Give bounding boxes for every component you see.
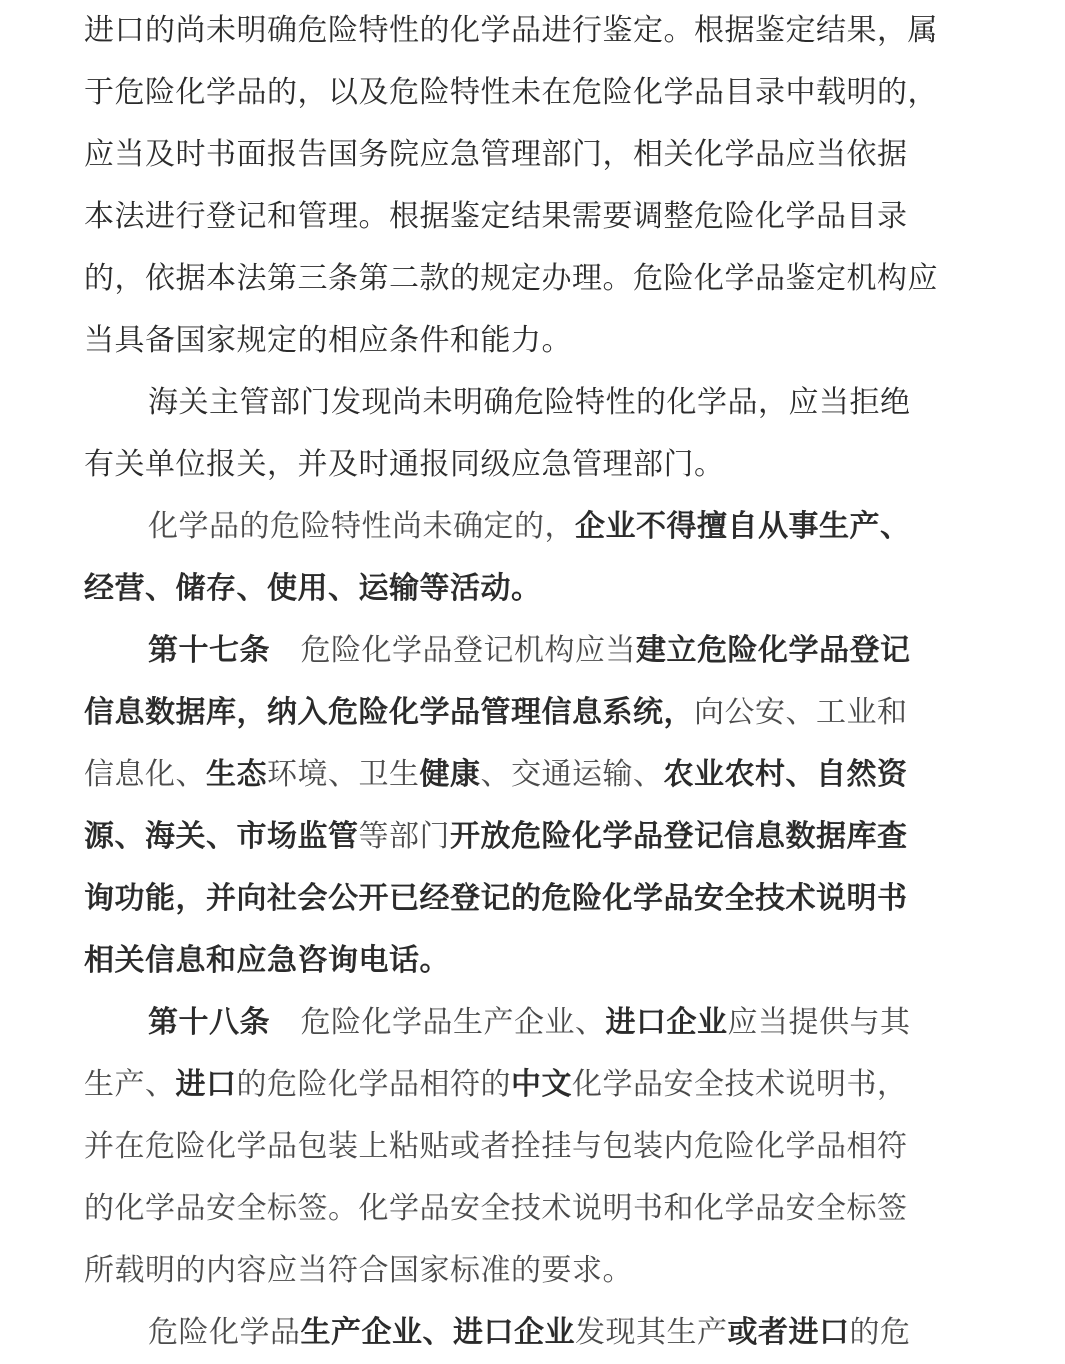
text-line-21 [84,1240,633,1302]
text-line-17 [148,992,911,1054]
text-line-10 [84,558,542,620]
text-segment: 危险化学品 [148,1315,301,1350]
text-segment-emphasis: 生产企业、进口企业 [300,1315,575,1350]
text-line-12 [84,682,908,744]
text-segment: 化学品安全技术说明书， [572,1067,908,1102]
text-segment: 的化学品安全标签。化学品安全技术说明书和化学品安全标签 [84,1191,908,1226]
text-segment: 发现其生产 [575,1315,728,1350]
text-segment-emphasis: 询功能，并向社会公开已经登记的危险化学品安全技术说明书 [84,881,908,916]
text-segment: 的危险化学品相符的 [236,1067,511,1102]
text-line-11 [148,620,911,682]
text-segment: 的危 [849,1315,911,1350]
text-segment-emphasis: 或者进口 [727,1315,850,1350]
text-segment: 化学品的危险特性尚未确定的， [148,509,575,544]
text-segment: 、交通运输、 [480,757,664,792]
text-segment: 应当及时书面报告国务院应急管理部门，相关化学品应当依据 [84,137,908,172]
text-line-18 [84,1054,908,1116]
text-segment-emphasis: 建立危险化学品登记 [636,633,911,668]
text-line-15 [84,868,908,930]
text-segment: 当具备国家规定的相应条件和能力。 [84,323,572,358]
text-segment-emphasis: 进口 [175,1067,237,1102]
text-segment: 信息化、 [84,757,206,792]
text-segment: 向公安、工业和 [694,695,908,730]
article-number: 第十七条 [148,633,270,668]
text-line-8 [84,434,725,496]
text-segment: 本法进行登记和管理。根据鉴定结果需要调整危险化学品目录 [84,199,908,234]
text-segment: 并在危险化学品包装上粘贴或者拴挂与包装内危险化学品相符 [84,1129,908,1164]
text-segment-emphasis: 开放危险化学品登记信息数据库查 [450,819,908,854]
text-segment: 生产、 [84,1067,176,1102]
text-segment: 环境、卫生 [267,757,420,792]
text-segment: 海关主管部门发现尚未明确危险特性的化学品，应当拒绝 [148,385,911,420]
text-segment: 有关单位报关，并及时通报同级应急管理部门。 [84,447,725,482]
text-line-14 [84,806,908,868]
text-line-2 [84,62,938,124]
text-segment: 危险化学品生产企业、 [270,1005,606,1040]
text-line-20 [84,1178,908,1240]
article-number: 第十八条 [148,1005,270,1040]
text-segment-emphasis: 企业不得擅自从事生产、 [575,509,911,544]
text-segment: 危险化学品登记机构应当 [270,633,636,668]
text-line-5 [84,248,938,310]
text-segment: 的，依据本法第三条第二款的规定办理。危险化学品鉴定机构应 [84,261,938,296]
text-segment: 进口的尚未明确危险特性的化学品进行鉴定。根据鉴定结果，属 [84,13,938,48]
text-line-19 [84,1116,908,1178]
text-segment-emphasis: 进口企业 [605,1005,728,1040]
text-line-6 [84,310,572,372]
text-segment-emphasis: 健康 [419,757,481,792]
text-segment-emphasis: 农业农村、自然资 [663,757,908,792]
text-segment-emphasis: 信息数据库，纳入危险化学品管理信息系统， [84,695,694,730]
text-line-13 [84,744,908,806]
text-segment: 应当提供与其 [727,1005,911,1040]
text-segment-emphasis: 源、海关、市场监管 [84,819,359,854]
text-segment: 等部门 [358,819,450,854]
text-segment-emphasis: 相关信息和应急咨询电话。 [84,943,450,978]
text-line-4 [84,186,908,248]
text-line-16 [84,930,450,992]
text-line-9 [148,496,911,558]
text-segment-emphasis: 中文 [511,1067,572,1102]
text-segment: 所载明的内容应当符合国家标准的要求。 [84,1253,633,1288]
text-line-1 [84,0,938,62]
text-segment-emphasis: 生态 [206,757,267,792]
text-line-22 [148,1302,911,1364]
text-segment-emphasis: 经营、储存、使用、运输等活动。 [84,571,542,606]
text-segment: 于危险化学品的，以及危险特性未在危险化学品目录中载明的， [84,75,938,110]
text-line-7 [148,372,911,434]
text-line-3 [84,124,908,186]
